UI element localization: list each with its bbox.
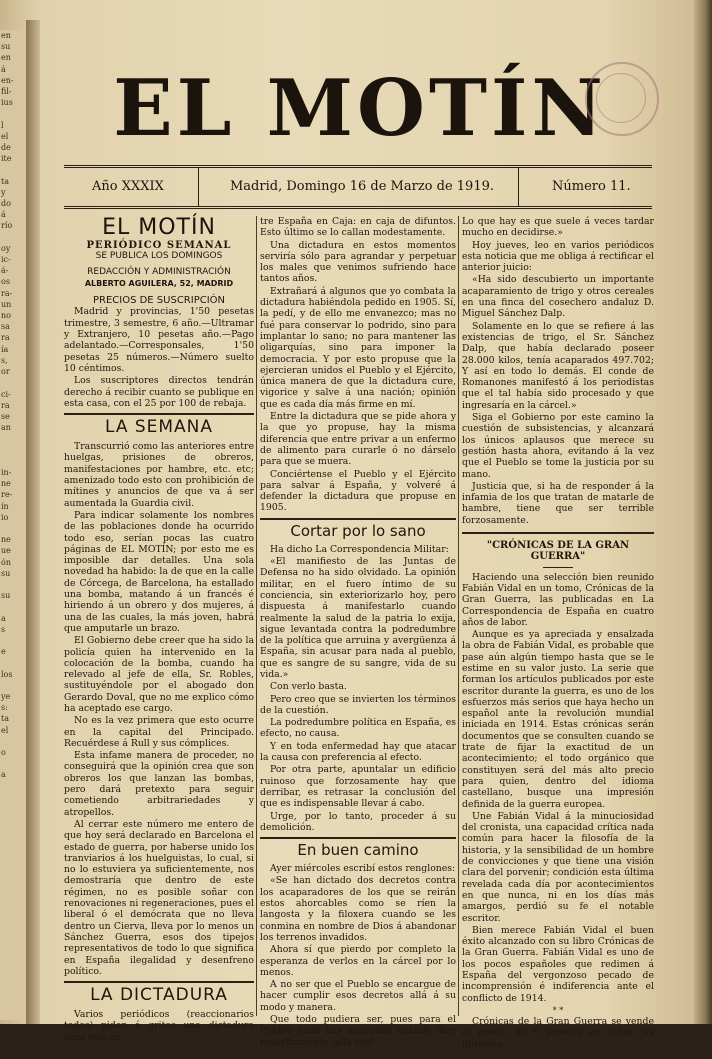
year-label: Año XXXIX [92, 179, 164, 194]
edge-fragment [0, 377, 26, 388]
paragraph: Aunque es ya apreciada y ensalzada la obra de Fabián Vidal, es probable que pase aún algún tiempo hasta que se le estime en su valor justo. La serie que forman los artículos publicados por este escritor durante la guerra, es uno de los esfuerzos más serios que haya hecho un español ante la revolución mundial iniciada en 1914. Estas crónicas serán documentos que se consulten cuando se trate de fijar la exactitud de un acontecimiento; el todo orgánico que constituyen será del más alto precio para quien, dentro del idioma castellano, busque una impresión definida de la guerra europea. [462, 629, 654, 810]
paragraph: Ahora sí que pierdo por completo la esperanza de verlos en la cárcel por lo menos. [260, 944, 456, 978]
edge-fragment: y [1, 187, 6, 197]
edge-fragment: an [1, 423, 11, 433]
edge-fragment [0, 680, 26, 691]
edge-fragment [0, 232, 26, 243]
edge-fragment: oy [1, 243, 11, 253]
edge-fragment: ne [1, 535, 11, 545]
edge-fragment: ci- [1, 389, 11, 399]
paragraph: Haciendo una selección bien reunido Fabián Vidal en un tomo, Crónicas de la Gran Guerra, las publicadas en La Correspondencia de España en cuatro años de labor. [462, 571, 654, 628]
edge-fragment: a [1, 613, 6, 623]
edge-fragment [0, 456, 26, 467]
masthead [60, 64, 660, 154]
paragraph: «El manifiesto de las Juntas de Defensa no ha sido olvidado. La opinión militar, en el fuero íntimo de su conciencia, sin exteriorizarlo hoy, pero dispuesta á manifestarlo cuando realmente la salud de la patria lo exija, sigue levantada contra la podredumbre de la política que arruina y avergüenza á España, sin acusar para nada al pueblo, que es sangre de su sangre, vida de su vida.» [260, 556, 456, 680]
edge-fragment: or [1, 367, 10, 377]
subscriber-note: Los suscriptores directos tendrán derecho á recibir cuanto se publique en esta casa, con el 25 por 100 de rebaja. [64, 375, 254, 409]
edge-fragment: en [1, 31, 11, 40]
edge-fragment: l [1, 120, 4, 130]
edge-fragment: el [1, 725, 9, 735]
section-title-dictadura: LA DICTADURA [64, 981, 254, 1005]
edge-fragment: s: [1, 703, 8, 713]
section-title-semana: LA SEMANA [64, 413, 254, 437]
box-subtitle: PERIÓDICO SEMANAL [86, 240, 232, 251]
edge-fragment: in- [1, 467, 12, 477]
edge-fragment: ta [1, 176, 9, 186]
paragraph: Hoy jueves, leo en varios periódicos esta noticia que me obliga á rectificar el anterior juicio: [462, 239, 654, 274]
edge-fragment: á- [1, 266, 9, 276]
paragraph: Pero creo que se invierten los términos de la cuestión. [260, 693, 456, 716]
paragraph: Justicia que, si ha de responder á la infamia de los que tratan de matarle de hambre, tiene que ser terrible forzosamente. [462, 480, 654, 526]
edge-fragment: ra [1, 400, 10, 410]
edge-fragment: ón [1, 557, 11, 567]
paragraph: No es la vez primera que esto ocurre en la capital del Principado. Recuérdese á Rull y sus cómplices. [64, 715, 254, 749]
section-title-camino: En buen camino [260, 837, 456, 859]
paragraph: Esta infame manera de proceder, no conseguirá que la opinión crea que son obreros los que lanzan las bombas, pero dará pretexto para seguir cometiendo arbitrariedades y atropellos. [64, 750, 254, 818]
previous-page-edge [0, 30, 28, 1020]
binding-fold [26, 20, 40, 1024]
newspaper-title: EL MOTÍN [113, 63, 607, 154]
edge-fragment: en- [1, 75, 14, 85]
edge-fragment [0, 108, 26, 119]
edge-fragment [0, 635, 26, 646]
date-label: Madrid, Domingo 16 de Marzo de 1919. [230, 179, 494, 194]
paragraph: Varios periódicos (reaccionarios todos) piden á gritos una dictadura para que en- [64, 1009, 254, 1043]
paragraph: «Se han dictado dos decretos contra los acaparadores de los que se reirán estos ahorcables como se ríen la langosta y la filoxera cuando se les conmina en nombre de Dios á abandonar los terrenos invadidos. [260, 875, 456, 943]
edge-fragment: ín [1, 501, 9, 511]
edge-fragment: s [1, 624, 6, 634]
box-office: REDACCIÓN Y ADMINISTRACIÓN [87, 266, 231, 277]
paragraph: Bien merece Fabián Vidal el buen éxito alcanzado con su libro Crónicas de la Gran Guerra. Fabián Vidal es uno de los pocos españoles que redimen á España del vergonzoso pecado de incomprensión é indiferencia ante el conflicto de 1914. [462, 924, 654, 1004]
edge-fragment: se [1, 411, 10, 421]
paragraph: «Ha sido descubierto un importante acaparamiento de trigo y otros cereales en una finca del cosechero andaluz D. Miguel Sánchez Dalp. [462, 274, 654, 320]
edge-fragment: río [1, 221, 13, 231]
paragraph: Entre la dictadura que se pide ahora y la que yo propuse, hay la misma diferencia que entre privar a un enfermo de alimento para curarle ó no dárselo para que se muera. [260, 411, 456, 468]
edge-fragment: ne [1, 479, 11, 489]
edge-fragment: ra- [1, 288, 13, 298]
edge-fragment: do [1, 199, 11, 209]
section-title-cortar: Cortar por lo sano [260, 518, 456, 540]
edge-fragment [0, 657, 26, 668]
edge-fragment: s, [1, 355, 8, 365]
prices-heading: PRECIOS DE SUSCRIPCIÓN [92, 295, 226, 307]
library-stamp-icon [585, 62, 659, 136]
paragraph: Lo que hay es que suele á veces tardar mucho en decidirse.» [462, 216, 654, 239]
prices-text: Madrid y provincias, 1'50 pesetas trimestre, 3 semestre, 6 año.—Ultramar y Extranjero, 10 pesetas año.—Pago adelantado.—Corresponsales, 1'50 pesetas 25 números.—Número suelto 10 céntimos. [64, 306, 254, 374]
edge-fragment: e [1, 647, 6, 657]
edge-fragment: de [1, 143, 11, 153]
paragraph: Al cerrar este número me entero de que hoy será declarado en Barcelona el estado de guerra, por haberse unido los tranviarios á los huelguistas, lo cual, si no lo estuviera ya suficientemente, nos demostraría que dentro de este régimen, no es posible soñar con renovaciones ni regeneraciones, pues el liberal ó el demócrata que no lleva dentro un Cierva, lleva por lo menos un Sánchez Guerra, esos dos tipejos representativos de todo lo que significa en España ilegalidad y desenfreno político. [64, 818, 254, 977]
edge-fragment [0, 445, 26, 456]
edge-fragment: ic- [1, 255, 11, 265]
edge-fragment: re- [1, 490, 13, 500]
paragraph: Siga el Gobierno por este camino la cuestión de subsistencias, y alcanzará los únicos aplausos que merece su gestión hasta ahora, evitando á la vez que el Pueblo se tome la justicia por su mano. [462, 412, 654, 480]
asterism: * * [552, 1005, 564, 1015]
edge-fragment [0, 433, 26, 444]
box-schedule: SE PUBLICA LOS DOMINGOS [95, 251, 223, 262]
box-address: ALBERTO AGUILERA, 52, MADRID [84, 278, 234, 288]
dateline [64, 165, 652, 209]
edge-fragment: o [1, 748, 6, 757]
paragraph: Ayer miércoles escribí estos renglones: [270, 863, 456, 875]
edge-fragment: á [1, 210, 6, 220]
paragraph: La podredumbre política en España, es efecto, no causa. [260, 717, 456, 740]
paragraph: Conciértense el Pueblo y el Ejército para salvar á España, y volveré á defender la dictadura que propuse en 1905. [260, 468, 456, 514]
issue-number: Número 11. [552, 179, 631, 194]
edge-fragment [0, 736, 26, 747]
paragraph: Para indicar solamente los nombres de las poblaciones donde ha ocurrido todo eso, serían pocas las cuatro páginas de EL MOTÍN; por esto me es imposible dar detalles. Una sola novedad ha habido: la de que en la calle de Córcega, de Barcelona, ha estallado una bomba, matando á un francés é hiriendo á un obrero y dos mujeres, á una de las cuales, la más joven, habrá que amputarle un brazo. [64, 509, 254, 634]
edge-fragment [0, 523, 26, 534]
edge-fragment [0, 758, 26, 769]
paragraph: Con verlo basta. [270, 681, 347, 693]
edge-fragment: los [1, 669, 13, 679]
edge-fragment: su [1, 568, 11, 578]
edge-fragment: no [1, 311, 11, 321]
edge-fragment [0, 601, 26, 612]
edge-fragment: a [1, 770, 6, 780]
paragraph: Ha dicho La Correspondencia Militar: [270, 543, 449, 555]
edge-fragment: á [1, 64, 6, 74]
edge-fragment: un [1, 299, 12, 309]
paragraph: Urge, por lo tanto, proceder á su demolición. [260, 810, 456, 833]
paragraph: Por otra parte, apuntalar un edificio ruinoso que forzosamente hay que derribar, es retrasar la conclusión del que es indispensable llevar á cabo. [260, 764, 456, 810]
column-2 [260, 216, 456, 1049]
column-1 [64, 216, 254, 1044]
paragraph: El Gobierno debe creer que ha sido la policía quien ha intervenido en la colocación de la bomba, cuando ha relevado al jefe de ella, Sr. Robles, sustituyéndole por el abogado don Gerardo Doval, que no me explico cómo ha aceptado ese cargo. [64, 635, 254, 714]
edge-fragment: io [1, 512, 9, 522]
edge-fragment: su [1, 591, 11, 601]
page-edge-right [694, 0, 712, 1024]
edge-fragment: ra [1, 333, 10, 343]
paragraph: tre España en Caja: en caja de difuntos. Esto último se lo callan modestamente. [260, 216, 456, 239]
edge-fragment: ía [1, 344, 9, 354]
edge-fragment [0, 579, 26, 590]
edge-fragment: ite [1, 154, 12, 164]
edge-fragment: ta [1, 714, 9, 724]
paragraph: Extrañará á algunos que yo combata la dictadura habiéndola pedido en 1905. Sí, la pedí, y de ello me envanezco; mas no fué para conservar lo podrido, sino para implantar lo sano; no para mantener las oligarquías, sino para imponer la democracia. Y por esto propuse que la ejercieran unidos el Pueblo y el Ejército, única manera de que la dictadura cure, vigorice y salve á una nación; opinión que es cada día más firme en mí. [260, 285, 456, 410]
paragraph: Crónicas de la Gran Guerra se vende al precio de 6 pesetas en todas las librerías. [462, 1016, 654, 1050]
paragraph: Y en toda enfermedad hay que atacar la causa con preferencia al efecto. [260, 740, 456, 764]
edge-fragment: el [1, 131, 9, 141]
paragraph: Solamente en lo que se refiere á las existencias de trigo, el Sr. Sánchez Dalp, que había declarado poseer 28.000 kilos, tenía acaparados 497.702; Y así en todo lo demás. El conde de Romanones manifestó á los periodistas que el tal había sido procesado y que ingresaría en la cárcel.» [462, 320, 654, 411]
edge-fragment: en [1, 53, 11, 63]
paragraph: Una dictadura en estos momentos serviría sólo para agrandar y perpetuar los males que venimos sufriendo hace tantos años. [260, 239, 456, 285]
edge-fragment: ye [1, 691, 11, 701]
paragraph: Transcurrió como las anteriores entre huelgas, prisiones de obreros, manifestaciones por hambre, etc. etc; amenizado todo esto con prohibición de mítines y anuncios de que va á ser aumentada la Guardia civil. [64, 441, 254, 509]
edge-fragment: su [1, 42, 11, 52]
edge-fragment: sa [1, 322, 10, 332]
box-title: EL MOTÍN [102, 215, 216, 240]
paragraph: Que todo pudiera ser, pues para el Pueblo nada hay imposible cuando dice resueltamente ¡allá voy! [260, 1014, 456, 1048]
column-3 [462, 216, 654, 1059]
edge-fragment: ue [1, 546, 11, 556]
edge-fragment [0, 164, 26, 175]
section-title-cronicas: "CRÓNICAS DE LA GRAN GUERRA" [462, 532, 654, 563]
edge-fragment: os [1, 277, 10, 287]
paragraph: Une Fabián Vidal á la minuciosidad del cronista, una capacidad crítica nada común para hacer la filosofía de la historia, y la sensibilidad de un hombre de convicciones y que tiene una visión clara del porvenir; condición esta última revelada cada día por acontecimientos en que nunca, ni en los días más amargos, perdió su fe el notable escritor. [462, 810, 654, 924]
edge-fragment: fil- [1, 87, 12, 97]
edge-fragment: ius [1, 98, 13, 108]
paragraph: A no ser que el Pueblo se encargue de hacer cumplir esos decretos allá á su modo y manera. [260, 979, 456, 1013]
